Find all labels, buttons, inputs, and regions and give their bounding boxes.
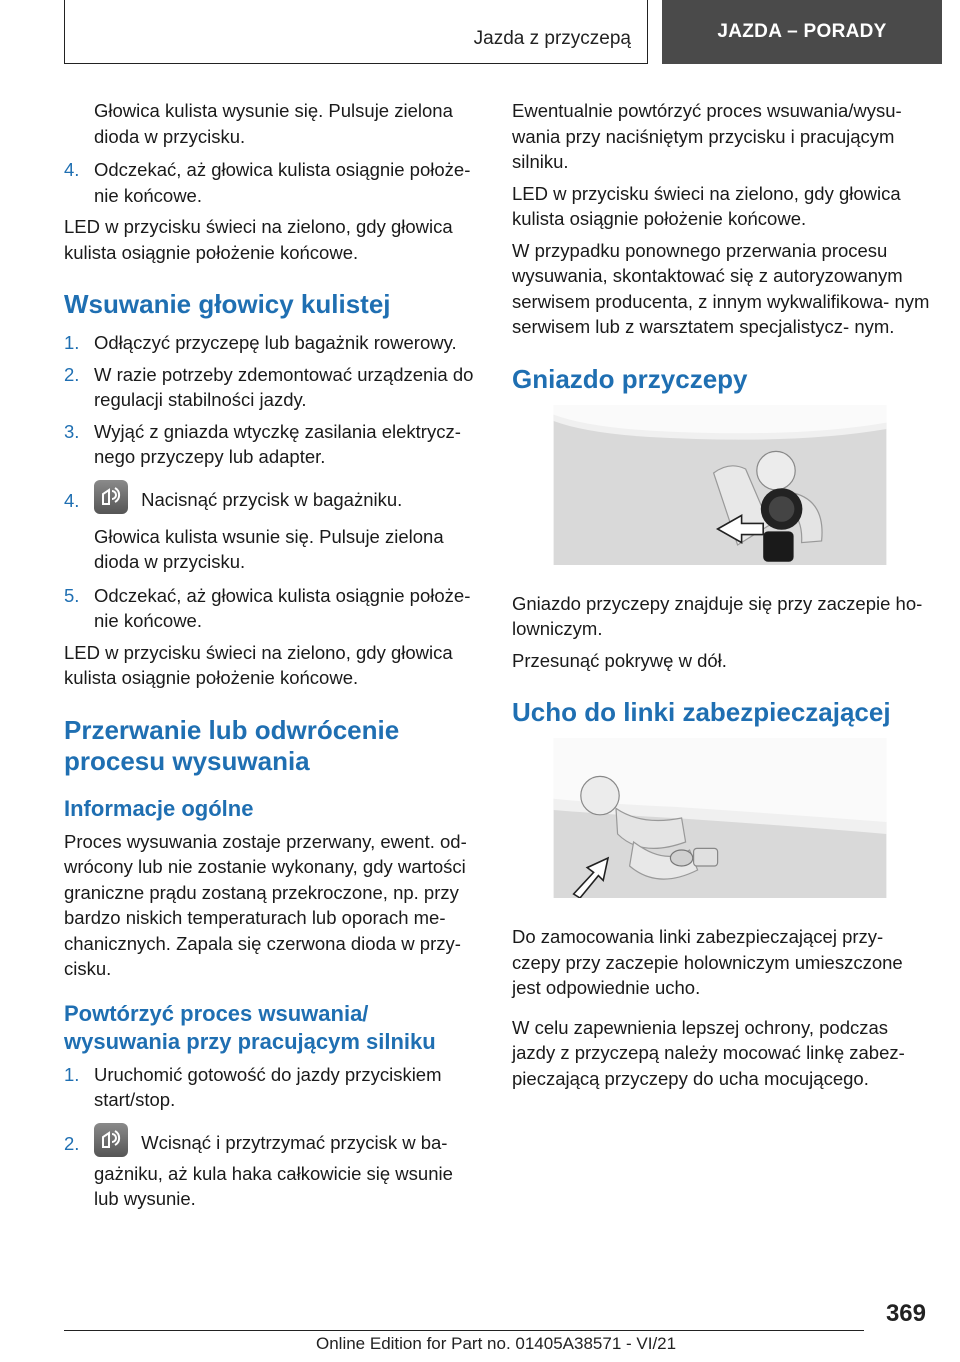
safety-cable-eye-image xyxy=(512,738,928,898)
step-number: 1. xyxy=(64,1063,80,1085)
step-number: 4. xyxy=(64,489,80,511)
paragraph: W przypadku ponownego przerwania procesu wysuwania, skontaktować się z autoryzowanym serwisem producenta, z innym wykwalifikowa- nym serwisem lub z warsztatem specjalistycz- nym. xyxy=(512,239,930,337)
right-column xyxy=(512,98,930,1097)
paragraph: Proces wysuwania zostaje przerwany, ewent. od- wrócony lub nie zostanie wykonany, gdy wartości graniczne prądu zostaną przekroczone, np. przy bardzo niskich temperaturach lub oporach me- chanicznych. Zapala się czerwona dioda w przy- cisku. xyxy=(64,830,467,979)
section-header-box xyxy=(64,0,648,64)
step-text: Nacisnąć przycisk w bagażniku. xyxy=(141,488,403,510)
paragraph: LED w przycisku świeci na zielono, gdy głowica kulista osiągnie położenie końcowe. xyxy=(64,216,453,263)
step-continuation: Głowica kulista wsunie się. Pulsuje zielona dioda w przycisku. xyxy=(94,525,444,572)
step-text: Wyjąć z gniazda wtyczkę zasilania elektrycz- nego przyczepy lub adapter. xyxy=(94,420,461,467)
step-text: Odłączyć przyczepę lub bagażnik rowerowy. xyxy=(94,332,457,353)
paragraph: Do zamocowania linki zabezpieczającej przy- czepy przy zaczepie holowniczym umieszczone jest odpowiednie ucho. xyxy=(512,926,903,998)
trunk-button-icon xyxy=(94,480,128,514)
paragraph: Gniazdo przyczepy znajduje się przy zaczepie ho- lowniczym. xyxy=(512,592,923,639)
step-number: 5. xyxy=(64,584,80,606)
step-text: Odczekać, aż głowica kulista osiągnie położe- nie końcowe. xyxy=(94,584,471,631)
list-item xyxy=(64,419,482,470)
step-text: Odczekać, aż głowica kulista osiągnie położe- nie końcowe. xyxy=(94,159,471,206)
paragraph: W celu zapewnienia lepszej ochrony, podczas jazdy z przyczepą należy mocować linkę zabez- pieczającą przyczepy do ucha mocującego. xyxy=(512,1016,905,1089)
step-number: 3. xyxy=(64,420,80,442)
step-number: 2. xyxy=(64,1132,80,1154)
step-number: 2. xyxy=(64,363,80,385)
section-heading-retract: Wsuwanie głowicy kulistej xyxy=(64,289,391,319)
paragraph: Przesunąć pokrywę w dół. xyxy=(512,649,727,671)
paragraph: Ewentualnie powtórzyć proces wsuwania/wysu- wania przy naciśniętym przycisku i pracującym silniku. xyxy=(512,100,902,172)
step-text: Wcisnąć i przytrzymać przycisk w ba- gażniku, aż kula haka całkowicie się wsunie lub wysunie. xyxy=(94,1131,453,1209)
list-item xyxy=(64,484,482,518)
paragraph: LED w przycisku świeci na zielono, gdy głowica kulista osiągnie położenie końcowe. xyxy=(512,182,901,229)
footer-divider xyxy=(64,1330,864,1331)
section-heading-interrupt: Przerwanie lub odwrócenie procesu wysuwania xyxy=(64,714,400,776)
chapter-title: JAZDA – PORADY xyxy=(662,0,942,64)
step-number: 4. xyxy=(64,159,80,180)
page-number: 369 xyxy=(885,1300,926,1327)
list-item xyxy=(64,583,482,634)
trailer-socket-image xyxy=(512,405,928,565)
page-header xyxy=(0,0,960,66)
left-column xyxy=(64,98,482,1218)
trunk-button-icon xyxy=(94,1123,128,1157)
section-title: Jazda z przyczepą xyxy=(473,28,631,49)
step-text: W razie potrzeby zdemontować urządzenia do regulacji stabilności jazdy. xyxy=(94,363,474,410)
list-item xyxy=(64,1062,482,1113)
list-item xyxy=(64,330,482,356)
intro-continuation: Głowica kulista wysunie się. Pulsuje zielona dioda w przycisku. xyxy=(94,100,453,147)
subsection-heading-repeat: Powtórzyć proces wsuwania/ wysuwania przy pracującym silniku xyxy=(64,1000,436,1054)
step-number: 1. xyxy=(64,332,80,353)
list-item xyxy=(64,1127,482,1212)
step-text: Uruchomić gotowość do jazdy przyciskiem start/stop. xyxy=(94,1063,442,1110)
list-item xyxy=(64,362,482,413)
edition-label: Online Edition for Part no. 01405A38571 - VI/21 xyxy=(316,1334,677,1353)
subsection-heading-general: Informacje ogólne xyxy=(64,795,254,821)
section-heading-socket: Gniazdo przyczepy xyxy=(512,363,748,394)
section-heading-safety-eye: Ucho do linki zabezpieczającej xyxy=(512,697,891,727)
paragraph: LED w przycisku świeci na zielono, gdy głowica kulista osiągnie położenie końcowe. xyxy=(64,641,453,688)
list-item xyxy=(64,157,482,208)
